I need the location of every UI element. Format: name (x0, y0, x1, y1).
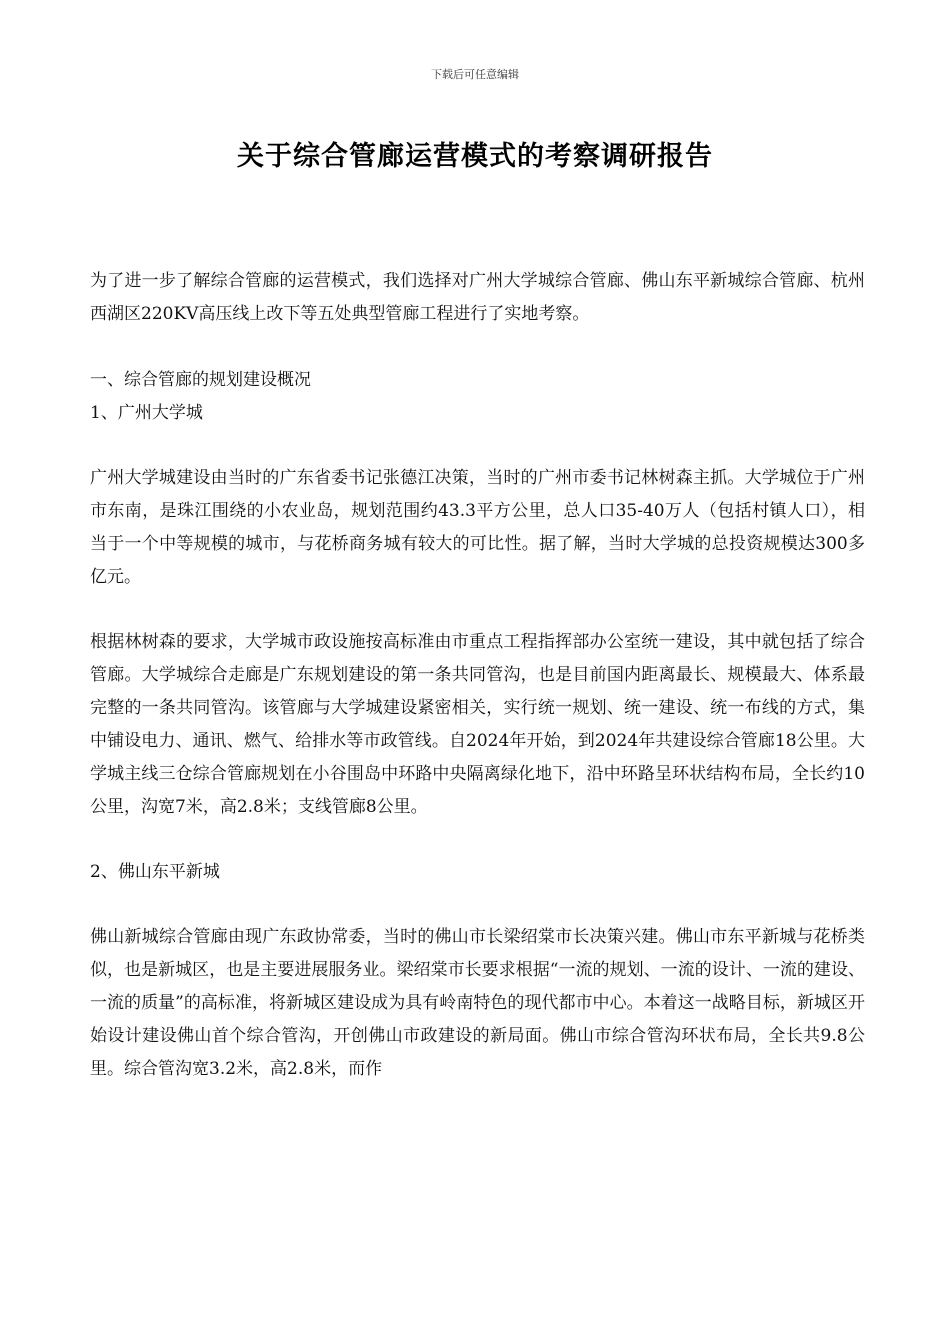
foshan-paragraph-1: 佛山新城综合管廊由现广东政协常委，当时的佛山市长梁绍棠市长决策兴建。佛山市东平新城与花桥类似，也是新城区，也是主要进展服务业。梁绍棠市长要求根据“一流的规划、一流的设计、一流的建设、一流的质量”的高标准，将新城区建设成为具有岭南特色的现代都市中心。本着这一战略目标，新城区开始设计建设佛山首个综合管沟，开创佛山市政建设的新局面。佛山市综合管沟环状布局，全长共9.8公里。综合管沟宽3.2米，高2.8米，而作 (90, 927, 865, 1079)
header-note: 下载后可任意编辑 (431, 68, 519, 81)
document-title: 关于综合管廊运营模式的考察调研报告 (237, 141, 713, 172)
section-1-heading: 一、综合管廊的规划建设概况 (90, 370, 311, 390)
guangzhou-paragraph-1: 广州大学城建设由当时的广东省委书记张德江决策，当时的广州市委书记林树森主抓。大学城位于广州市东南，是珠江围绕的小农业岛，规划范围约43.3平方公里，总人口35-40万人（包括村镇人口），相当于一个中等规模的城市，与花桥商务城有较大的可比性。据了解，当时大学城的总投资规模达300多亿元。 (90, 468, 865, 587)
subsection-2-heading: 2、佛山东平新城 (90, 862, 220, 882)
document-body (90, 265, 865, 1086)
guangzhou-paragraph-2: 根据林树森的要求，大学城市政设施按高标准由市重点工程指挥部办公室统一建设，其中就包括了综合管廊。大学城综合走廊是广东规划建设的第一条共同管沟，也是目前国内距离最长、规模最大、体系最完整的一条共同管沟。该管廊与大学城建设紧密相关，实行统一规划、统一建设、统一布线的方式，集中铺设电力、通讯、燃气、给排水等市政管线。自2024年开始，到2024年共建设综合管廊18公里。大学城主线三仓综合管廊规划在小谷围岛中环路中央隔离绿化地下，沿中环路呈环状结构布局，全长约10公里，沟宽7米，高2.8米；支线管廊8公里。 (90, 632, 865, 817)
subsection-1-heading: 1、广州大学城 (90, 403, 203, 423)
intro-paragraph: 为了进一步了解综合管廊的运营模式，我们选择对广州大学城综合管廊、佛山东平新城综合管廊、杭州西湖区220KV高压线上改下等五处典型管廊工程进行了实地考察。 (90, 271, 865, 324)
